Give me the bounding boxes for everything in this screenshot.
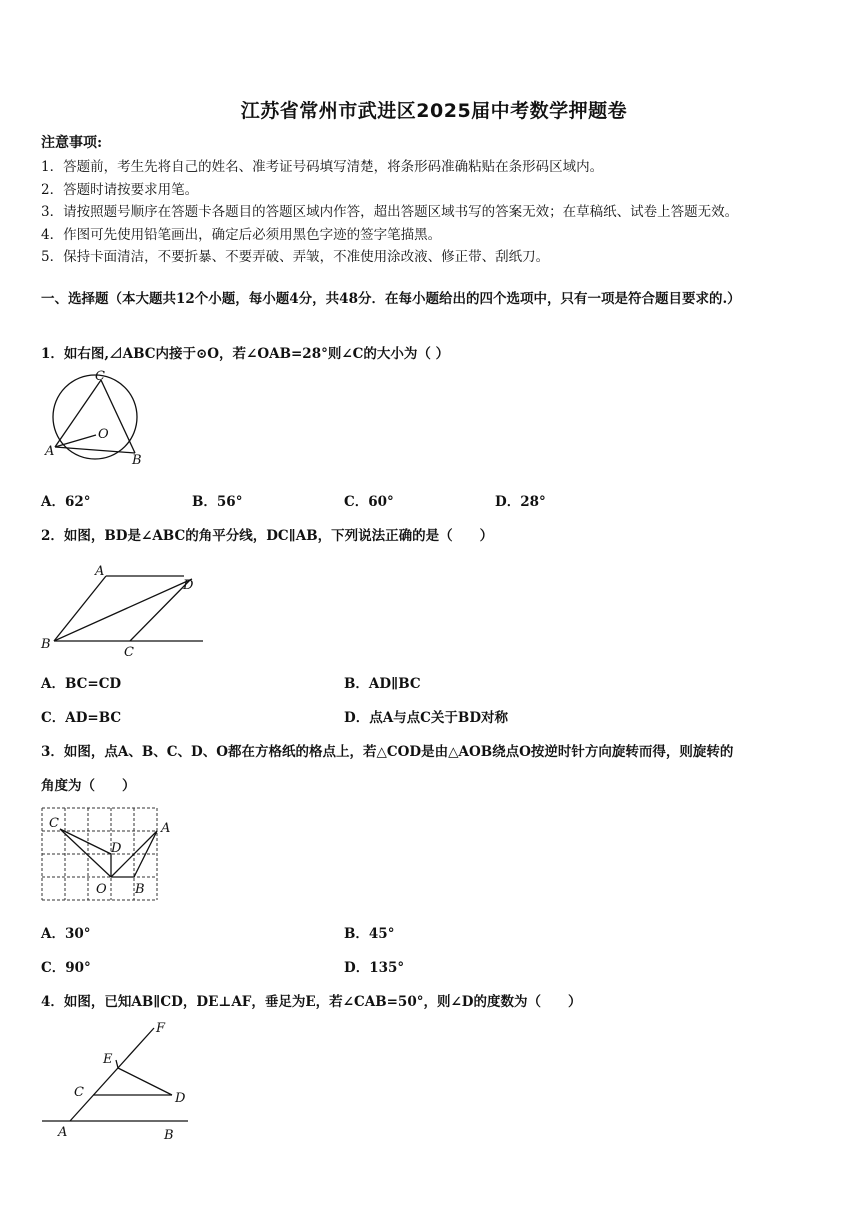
note-item: 1．答题前，考生先将自己的姓名、准考证号码填写清楚，将条形码准确粘贴在条形码区域内。 xyxy=(41,159,604,175)
question-4-figure xyxy=(38,1018,198,1148)
figure-label: B xyxy=(135,882,145,897)
figure-label: B xyxy=(164,1128,174,1143)
figure-label: E xyxy=(103,1052,113,1067)
page-title: 江苏省常州市武进区2025届中考数学押题卷 xyxy=(240,100,628,122)
figure-label: A xyxy=(58,1125,68,1140)
figure-label: B xyxy=(41,637,51,652)
q3-option-d[interactable]: D．135° xyxy=(344,960,405,976)
note-item: 3．请按照题号顺序在答题卡各题目的答题区域内作答，超出答题区域书写的答案无效；在草稿纸、试卷上答题无效。 xyxy=(41,204,739,220)
figure-label: B xyxy=(132,453,142,468)
q1-option-c[interactable]: C．60° xyxy=(344,494,394,510)
note-item: 4．作图可先使用铅笔画出，确定后必须用黑色字迹的签字笔描黑。 xyxy=(41,227,442,243)
q3-option-b[interactable]: B．45° xyxy=(344,926,395,942)
figure-label: A xyxy=(45,444,55,459)
q2-option-d[interactable]: D．点A与点C关于BD对称 xyxy=(344,710,509,726)
figure-label: C xyxy=(124,645,134,660)
figure-label: F xyxy=(156,1021,166,1036)
q2-option-b[interactable]: B．AD∥BC xyxy=(344,676,421,692)
figure-label: C xyxy=(74,1085,84,1100)
note-item: 5．保持卡面清洁，不要折暴、不要弄破、弄皱，不准使用涂改液、修正带、刮纸刀。 xyxy=(41,249,550,265)
question-3-stem-line2: 角度为（ ） xyxy=(41,778,136,794)
question-1-figure xyxy=(40,368,150,468)
figure-label: A xyxy=(161,821,171,836)
q2-option-c[interactable]: C．AD=BC xyxy=(41,710,122,726)
figure-label: C xyxy=(49,816,59,831)
q1-option-a[interactable]: A．62° xyxy=(41,494,91,510)
figure-label: O xyxy=(96,882,107,897)
q2-option-a[interactable]: A．BC=CD xyxy=(41,676,122,692)
question-1-stem: 1．如右图,⊿ABC内接于⊙O，若∠OAB=28°则∠C的大小为（ ） xyxy=(41,346,450,362)
figure-label: D xyxy=(175,1091,186,1106)
question-3-stem-line1: 3．如图，点A、B、C、D、O都在方格纸的格点上，若△COD是由△AOB绕点O按逆时针方向旋转而得，则旋转的 xyxy=(41,744,734,760)
figure-label: O xyxy=(98,427,109,442)
q3-option-c[interactable]: C．90° xyxy=(41,960,91,976)
question-3-figure xyxy=(38,804,178,906)
figure-label: D xyxy=(183,578,194,593)
figure-label: D xyxy=(111,841,122,856)
notes-heading: 注意事项: xyxy=(41,135,103,151)
question-4-stem: 4．如图，已知AB∥CD，DE⊥AF，垂足为E，若∠CAB=50°，则∠D的度数为（ ） xyxy=(41,994,582,1010)
question-2-figure xyxy=(38,560,210,660)
figure-label: C xyxy=(95,369,105,384)
note-item: 2．答题时请按要求用笔。 xyxy=(41,182,199,198)
q1-option-b[interactable]: B．56° xyxy=(192,494,243,510)
q1-option-d[interactable]: D．28° xyxy=(495,494,546,510)
question-2-stem: 2．如图，BD是∠ABC的角平分线，DC∥AB，下列说法正确的是（ ） xyxy=(41,528,494,544)
q3-option-a[interactable]: A．30° xyxy=(41,926,91,942)
section-heading: 一、选择题（本大题共12个小题，每小题4分，共48分．在每小题给出的四个选项中，只有一项是符合题目要求的.） xyxy=(41,291,741,307)
figure-label: A xyxy=(95,564,105,579)
